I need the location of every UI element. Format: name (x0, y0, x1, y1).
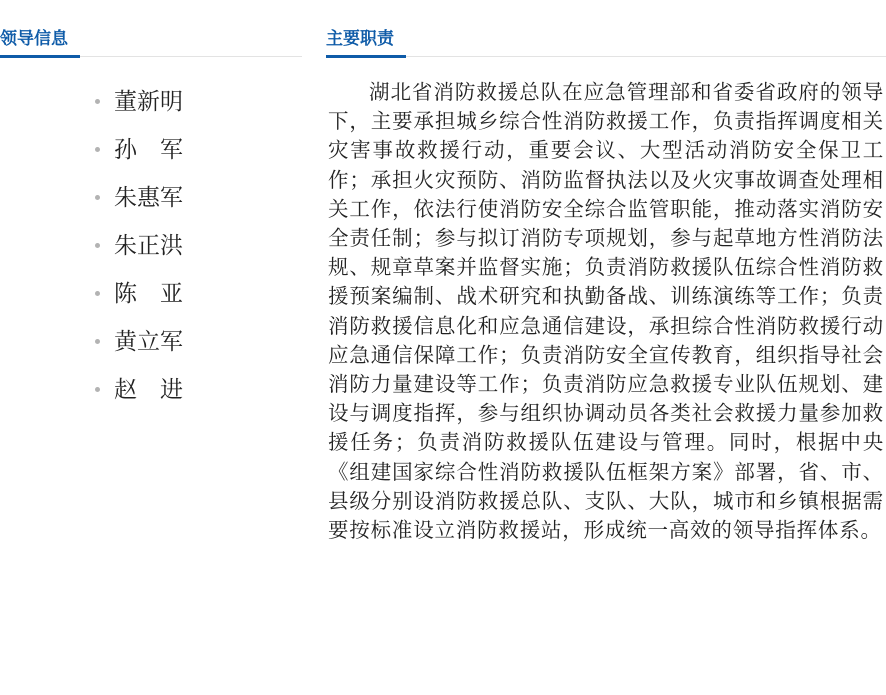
bullet-dot-icon (95, 99, 100, 104)
leader-info-panel (0, 0, 302, 695)
main-duties-panel (326, 0, 886, 695)
leader-name[interactable]: 朱惠军 (114, 185, 183, 211)
main-duties-title: 主要职责 (326, 29, 394, 49)
leader-item[interactable] (92, 318, 183, 366)
leader-info-header (0, 0, 302, 57)
leader-item[interactable] (92, 366, 183, 414)
bullet-dot-icon (95, 339, 100, 344)
leader-item[interactable] (92, 174, 183, 222)
leader-info-title: 领导信息 (0, 29, 68, 49)
leader-item[interactable] (92, 222, 183, 270)
leader-name[interactable]: 陈 亚 (114, 281, 183, 307)
leader-item[interactable] (92, 270, 183, 318)
main-duties-underline (326, 55, 406, 58)
main-duties-text: 湖北省消防救援总队在应急管理部和省委省政府的领导下，主要承担城乡综合性消防救援工作，负责指挥调度相关灾害事故救援行动，重要会议、大型活动消防安全保卫工作；承担火灾预防、消防监督执法以及火灾事故调查处理相关工作，依法行使消防安全综合监管职能，推动落实消防安全责任制；参与拟订消防专项规划，参与起草地方性消防法规、规章草案并监督实施；负责消防救援队伍综合性消防救援预案编制、战术研究和执勤备战、训练演练等工作；负责消防救援信息化和应急通信建设，承担综合性消防救援行动应急通信保障工作；负责消防安全宣传教育，组织指导社会消防力量建设等工作；负责消防应急救援专业队伍规划、建设与调度指挥，参与组织协调动员各类社会救援力量参加救援任务；负责消防救援队伍建设与管理。同时，根据中央《组建国家综合性消防救援队伍框架方案》部署，省、市、县级分别设消防救援总队、支队、大队，城市和乡镇根据需要按标准设立消防救援站，形成统一高效的领导指挥体系。 (328, 80, 884, 543)
bullet-dot-icon (95, 243, 100, 248)
bullet-dot-icon (95, 195, 100, 200)
bullet-dot-icon (95, 387, 100, 392)
leader-name[interactable]: 孙 军 (114, 137, 183, 163)
main-duties-header (326, 0, 886, 57)
leader-item[interactable] (92, 78, 183, 126)
leader-name[interactable]: 黄立军 (114, 329, 183, 355)
bullet-dot-icon (95, 291, 100, 296)
leader-name[interactable]: 朱正洪 (114, 233, 183, 259)
leader-name[interactable]: 赵 进 (114, 377, 183, 403)
leader-name[interactable]: 董新明 (114, 89, 183, 115)
bullet-dot-icon (95, 147, 100, 152)
leader-list (92, 78, 183, 414)
leader-item[interactable] (92, 126, 183, 174)
leader-info-underline (0, 55, 80, 58)
